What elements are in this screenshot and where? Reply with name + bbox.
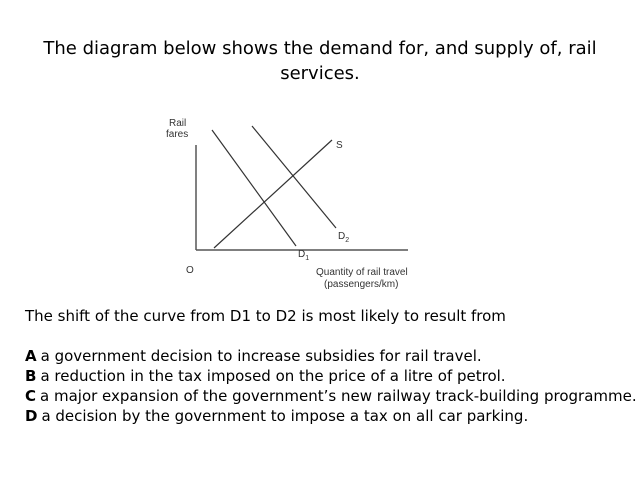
- option-d: [25, 406, 625, 426]
- supply-curve-label: S: [336, 140, 343, 151]
- option-a: [25, 346, 625, 366]
- demand1-subscript: 1: [305, 255, 310, 262]
- question-stem: The shift of the curve from D1 to D2 is most likely to result from: [25, 307, 506, 325]
- option-text: a government decision to increase subsidies for rail travel.: [40, 347, 482, 365]
- supply-demand-diagram: [150, 110, 430, 300]
- demand2-subscript: 2: [345, 237, 350, 244]
- demand-curve-d1: [212, 130, 296, 246]
- option-letter: D: [25, 407, 38, 425]
- answer-options: [25, 346, 637, 426]
- option-letter: C: [25, 387, 37, 405]
- option-letter: A: [25, 347, 37, 365]
- y-axis-label-line2: fares: [166, 129, 189, 140]
- option-text: a decision by the government to impose a tax on all car parking.: [41, 407, 529, 425]
- demand-curve-d2: [252, 126, 336, 228]
- option-text: a reduction in the tax imposed on the price of a litre of petrol.: [40, 367, 506, 385]
- y-axis-label-line1: Rail: [169, 118, 187, 129]
- demand1-curve-label: $D_1$: [298, 249, 310, 262]
- origin-label: O: [186, 265, 194, 276]
- slide-title: The diagram below shows the demand for, and supply of, rail services.: [43, 38, 597, 84]
- option-text: a major expansion of the government’s new railway track-building programme.: [40, 387, 637, 405]
- option-c: [25, 386, 637, 406]
- demand2-curve-label: $D_2$: [338, 231, 350, 244]
- x-axis-label-line1: Quantity of rail travel: [316, 267, 408, 278]
- x-axis-label-line2: (passengers/km): [324, 279, 399, 290]
- question-block: [25, 306, 637, 426]
- option-letter: B: [25, 367, 37, 385]
- option-b: [25, 366, 625, 386]
